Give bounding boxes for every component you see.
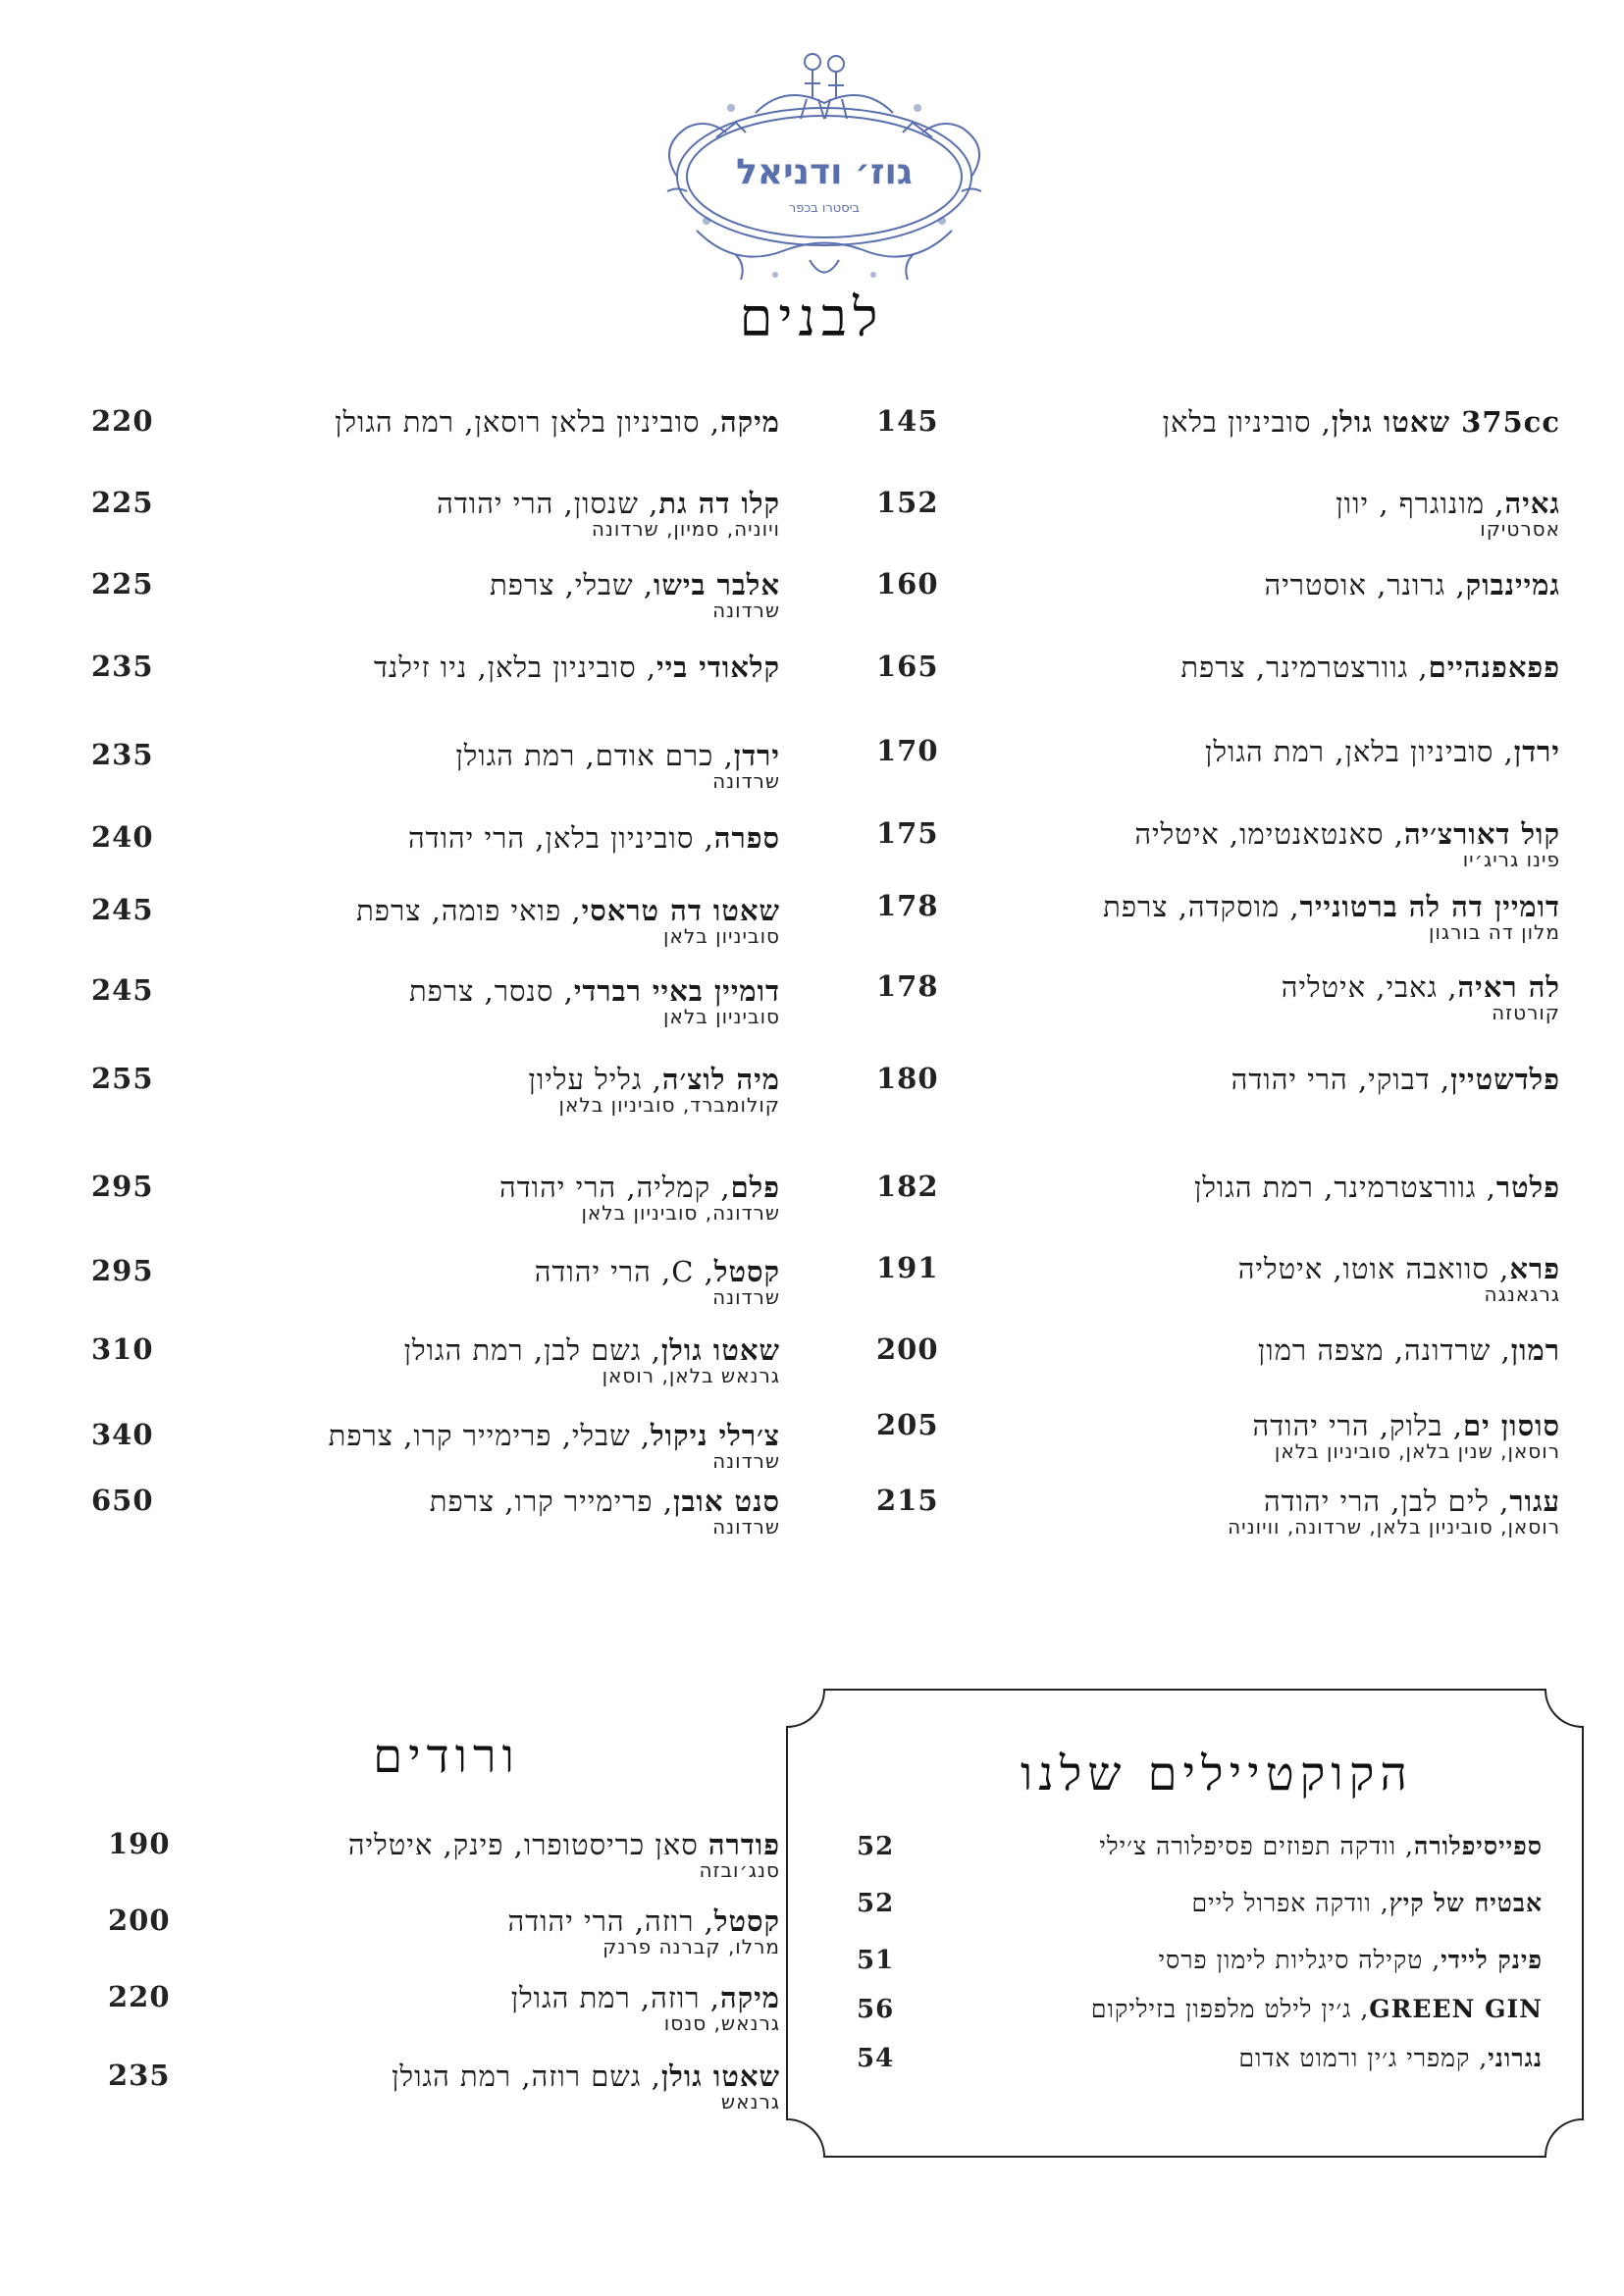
- white-wine-left-name: קלאודי ביי: [656, 651, 780, 684]
- cocktail-price: 51: [857, 1946, 895, 1975]
- white-wine-left-item: [152, 973, 780, 1042]
- cocktails-title: הקוקטיילים שלנו: [1020, 1747, 1413, 1801]
- rose-wine-line: [392, 2059, 780, 2094]
- white-wine-left-name: צ׳רלי ניקול: [651, 1419, 780, 1452]
- restaurant-logo: [638, 44, 1011, 309]
- white-wine-left-price: 310: [91, 1332, 154, 1366]
- white-wine-left-price: 340: [91, 1418, 154, 1451]
- rose-wine-name: קסטל: [713, 1905, 780, 1938]
- white-wine-right-name: גאיה: [1504, 487, 1560, 520]
- white-wine-right-name: ירדן: [1513, 735, 1560, 768]
- cocktail-name: ספייסיפלורה: [1413, 1832, 1543, 1860]
- white-wine-left-details: , פואי פומה, צרפת: [356, 894, 582, 927]
- white-wine-left-line: [499, 1170, 780, 1205]
- cocktail-item: [1191, 1889, 1543, 1918]
- white-wine-right-price: 152: [876, 486, 939, 519]
- white-wine-right-name: דומיין דה לה ברטונייר: [1299, 890, 1560, 923]
- white-wine-left-name: סנט אובן: [673, 1485, 780, 1518]
- white-wine-right-details: , סוביניון בלאן, רמת הגולן: [1205, 735, 1514, 768]
- cocktail-item: [1091, 1995, 1543, 2024]
- cocktail-price: 56: [857, 1995, 895, 2024]
- white-wine-right-item: [952, 1484, 1560, 1552]
- rose-wine-name: פודרה: [707, 1828, 780, 1861]
- white-wine-left-details: , סוביניון בלאן, ניו זילנד: [373, 651, 657, 684]
- white-wine-right-details: , מוסקדה, צרפת: [1103, 890, 1300, 923]
- white-wine-left-line: [374, 650, 780, 685]
- white-wine-right-price: 215: [876, 1484, 939, 1517]
- white-wine-left-line: [430, 1484, 780, 1519]
- white-wine-left-item: [152, 893, 780, 962]
- white-wine-left-name: שאטו גולן: [660, 1333, 780, 1367]
- white-wine-left-details: , שנסון, הרי יהודה: [437, 487, 659, 520]
- white-wine-right-item: [952, 969, 1560, 1038]
- cocktail-ingredients: , וודקה תפוזים פסיפלורה צ׳ילי: [1099, 1832, 1414, 1860]
- white-wine-right-name: גמיינבוק: [1465, 568, 1560, 601]
- white-wine-right-grapes: רוסאן, שנין בלאן, סוביניון בלאן: [1274, 1439, 1560, 1463]
- white-wine-left-name: ירדן: [733, 739, 780, 772]
- rose-wine-price: 220: [108, 1980, 171, 2013]
- white-wine-right-price: 145: [876, 404, 939, 438]
- white-wine-right-name: עגור: [1509, 1485, 1560, 1518]
- white-wine-right-price: 160: [876, 567, 939, 600]
- white-wine-right-price: 191: [876, 1251, 939, 1284]
- white-wine-right-item: [952, 734, 1560, 803]
- white-wine-right-details: , סוואבה אוטו, איטליה: [1237, 1252, 1510, 1285]
- white-wine-right-price: 180: [876, 1062, 939, 1095]
- rose-wine-details: , גשם רוזה, רמת הגולן: [392, 2060, 661, 2093]
- white-wine-right-name: 375cc שאטו גולן: [1331, 405, 1560, 439]
- white-wine-left-item: [152, 820, 780, 889]
- white-wine-left-price: 220: [91, 404, 154, 438]
- white-wine-left-item: [152, 650, 780, 718]
- white-wine-right-line: [1282, 969, 1560, 1005]
- cocktail-item: [1238, 2044, 1543, 2073]
- roses-title: ורודים: [373, 1729, 520, 1784]
- white-wine-right-name: פלדשטיין: [1450, 1063, 1560, 1096]
- white-wine-right-item: [952, 650, 1560, 718]
- whites-title: לבנים: [739, 287, 884, 348]
- white-wine-right-line: [1180, 650, 1560, 685]
- white-wine-right-details: , לים לבן, הרי יהודה: [1263, 1485, 1510, 1518]
- white-wine-right-grapes: קורטזה: [1492, 1001, 1560, 1024]
- white-wine-right-details: , דבוקי, הרי יהודה: [1231, 1063, 1451, 1096]
- white-wine-right-line: [1231, 1062, 1560, 1097]
- rose-wine-name: שאטו גולן: [660, 2060, 780, 2093]
- white-wine-left-item: [152, 1484, 780, 1552]
- logo-subtitle: ביסטרו בכפר: [788, 201, 861, 216]
- white-wine-right-price: 205: [876, 1408, 939, 1441]
- white-wine-left-item: [152, 404, 780, 473]
- white-wine-left-line: [404, 1332, 780, 1368]
- white-wine-right-line: [1336, 486, 1560, 521]
- white-wine-left-name: מיקה: [720, 405, 780, 439]
- rose-wine-price: 235: [108, 2059, 171, 2092]
- rose-wine-grapes: מרלו, קברנה פרנק: [602, 1935, 780, 1958]
- white-wine-right-price: 178: [876, 969, 939, 1003]
- white-wine-left-name: קסטל: [713, 1255, 780, 1288]
- white-wine-left-details: , קמליה, הרי יהודה: [499, 1171, 731, 1204]
- white-wine-left-item: [152, 1254, 780, 1323]
- rose-wine-price: 200: [108, 1904, 171, 1937]
- white-wine-right-details: , שרדונה, מצפה רמון: [1257, 1333, 1511, 1367]
- white-wine-right-grapes: רוסאן, סוביניון בלאן, שרדונה, וויוניה: [1228, 1515, 1560, 1539]
- rose-wine-line: [348, 1827, 780, 1862]
- white-wine-left-line: [335, 404, 780, 440]
- white-wine-right-price: 178: [876, 889, 939, 922]
- white-wine-right-item: [952, 1408, 1560, 1477]
- white-wine-left-price: 245: [91, 973, 154, 1007]
- white-wine-left-grapes: שרדונה: [712, 1285, 780, 1309]
- white-wine-right-line: [1265, 567, 1560, 602]
- white-wine-left-line: [529, 1062, 781, 1097]
- white-wine-right-line: [1258, 1332, 1560, 1368]
- white-wine-left-details: , סוביניון בלאן רוסאן, רמת הגולן: [335, 405, 720, 439]
- white-wine-left-line: [437, 486, 780, 521]
- cocktail-ingredients: , ג׳ין לילט מלפפון בזיליקום: [1090, 1995, 1370, 2023]
- rose-wine-grapes: גרנאש: [720, 2090, 780, 2113]
- white-wine-left-details: , סנסר, צרפת: [408, 974, 574, 1008]
- rose-wine-item: [152, 1827, 780, 1896]
- white-wine-left-price: 245: [91, 893, 154, 926]
- white-wine-right-line: [1103, 889, 1560, 924]
- white-wine-left-item: [152, 486, 780, 554]
- white-wine-right-grapes: אסרטיקו: [1480, 517, 1560, 541]
- white-wine-left-name: קלו דה גת: [658, 487, 780, 520]
- rose-wine-item: [152, 1904, 780, 1972]
- white-wine-left-price: 240: [91, 820, 154, 854]
- white-wine-left-details: , שבלי, פרימייר קרו, צרפת: [328, 1419, 652, 1452]
- white-wine-right-line: [1253, 1408, 1560, 1443]
- rose-wine-details: , רוזה, הרי יהודה: [507, 1905, 714, 1938]
- white-wine-left-grapes: גרנאש בלאן, רוסאן: [602, 1364, 780, 1387]
- cocktail-price: 52: [857, 1832, 895, 1861]
- white-wine-left-name: דומיין באיי רברדי: [573, 974, 780, 1008]
- white-wine-right-name: פרא: [1509, 1252, 1560, 1285]
- rose-wine-line: [508, 1904, 781, 1939]
- white-wine-right-item: [952, 1251, 1560, 1320]
- white-wine-right-grapes: גרגאנגה: [1484, 1282, 1560, 1306]
- white-wine-left-name: ספרה: [713, 821, 780, 855]
- white-wine-left-item: [152, 567, 780, 636]
- cocktail-price: 54: [857, 2044, 895, 2073]
- white-wine-left-line: [409, 973, 780, 1009]
- white-wine-right-name: פפאפנהיים: [1428, 651, 1560, 684]
- white-wine-left-grapes: שרדונה, סוביניון בלאן: [581, 1201, 780, 1225]
- white-wine-left-details: , גליל עליון: [528, 1063, 662, 1096]
- white-wine-left-details: , כרם אודם, רמת הגולן: [455, 739, 734, 772]
- white-wine-left-item: [152, 1332, 780, 1401]
- white-wine-left-price: 225: [91, 567, 154, 600]
- white-wine-right-item: [952, 889, 1560, 958]
- white-wine-left-grapes: קולומברד, סוביניון בלאן: [558, 1093, 780, 1117]
- cocktail-name: פינק ליידי: [1441, 1946, 1543, 1974]
- white-wine-right-details: , גוורצטרמינר, צרפת: [1180, 651, 1429, 684]
- cocktail-name: נגרוני: [1488, 2044, 1543, 2072]
- white-wine-left-price: 225: [91, 486, 154, 519]
- cocktail-price: 52: [857, 1889, 895, 1918]
- white-wine-right-line: [1264, 1484, 1560, 1519]
- white-wine-right-price: 200: [876, 1332, 939, 1366]
- white-wine-right-price: 165: [876, 650, 939, 683]
- rose-wine-grapes: סנג׳ובזה: [699, 1858, 780, 1882]
- rose-wine-name: מיקה: [720, 1981, 780, 2014]
- white-wine-right-line: [1238, 1251, 1560, 1286]
- white-wine-left-name: שאטו דה טראסי: [581, 894, 780, 927]
- logo-name: גוז׳ ודניאל: [736, 152, 913, 192]
- white-wine-left-item: [152, 1062, 780, 1130]
- white-wine-left-line: [535, 1254, 780, 1289]
- white-wine-right-details: , גאבי, איטליה: [1281, 970, 1458, 1004]
- white-wine-right-item: [952, 567, 1560, 636]
- white-wine-right-grapes: פינו גריג׳יו: [1462, 848, 1560, 871]
- white-wine-right-price: 182: [876, 1170, 939, 1203]
- white-wine-right-name: לה ראיה: [1457, 970, 1560, 1004]
- white-wine-left-name: מיה לוצ׳ה: [661, 1063, 780, 1096]
- white-wine-left-price: 650: [91, 1484, 154, 1517]
- white-wine-right-name: רמון: [1510, 1333, 1560, 1367]
- white-wine-left-price: 255: [91, 1062, 154, 1095]
- rose-wine-price: 190: [108, 1827, 171, 1860]
- white-wine-left-line: [408, 820, 780, 856]
- rose-wine-details: , רוזה, רמת הגולן: [510, 1981, 720, 2014]
- cocktail-name: אבטיח של קיץ: [1388, 1889, 1543, 1917]
- white-wine-right-item: [952, 1062, 1560, 1130]
- white-wine-right-line: [1194, 1170, 1560, 1205]
- white-wine-left-line: [329, 1418, 780, 1453]
- white-wine-right-grapes: מלון דה בורגון: [1429, 920, 1560, 944]
- cocktail-item: [1158, 1946, 1543, 1975]
- cocktail-ingredients: , טקילה סיגליות לימון פרסי: [1158, 1946, 1441, 1974]
- white-wine-right-price: 175: [876, 816, 939, 850]
- white-wine-left-grapes: שרדונה: [712, 1449, 780, 1473]
- white-wine-left-grapes: סוביניון בלאן: [663, 924, 780, 948]
- white-wine-left-details: , פרימייר קרו, צרפת: [429, 1485, 674, 1518]
- white-wine-left-item: [152, 1170, 780, 1238]
- white-wine-left-grapes: סוביניון בלאן: [663, 1005, 780, 1028]
- white-wine-right-line: [1134, 816, 1560, 852]
- cocktail-item: [1099, 1832, 1543, 1861]
- white-wine-left-details: , C, הרי יהודה: [534, 1255, 714, 1288]
- white-wine-right-details: , סאנטאנטימו, איטליה: [1134, 817, 1404, 851]
- white-wine-left-line: [455, 738, 780, 773]
- white-wine-right-name: קול דאורצ׳יה: [1403, 817, 1560, 851]
- white-wine-right-item: [952, 486, 1560, 554]
- cocktail-name: GREEN GIN: [1369, 1995, 1543, 2023]
- white-wine-left-name: פלם: [730, 1171, 780, 1204]
- rose-wine-item: [152, 2059, 780, 2127]
- white-wine-right-details: , גוורצטרמינר, רמת הגולן: [1193, 1171, 1496, 1204]
- white-wine-left-price: 235: [91, 738, 154, 771]
- rose-wine-item: [152, 1980, 780, 2049]
- white-wine-left-item: [152, 738, 780, 807]
- white-wine-right-details: , מונוגרף , יוון: [1336, 487, 1505, 520]
- white-wine-left-details: , סוביניון בלאן, הרי יהודה: [407, 821, 714, 855]
- white-wine-right-details: , סוביניון בלאן: [1162, 405, 1332, 439]
- white-wine-left-grapes: שרדונה: [712, 1515, 780, 1539]
- white-wine-right-line: [1163, 404, 1560, 440]
- cocktail-ingredients: , קמפרי ג׳ין ורמוט אדום: [1238, 2044, 1489, 2072]
- rose-wine-grapes: גרנאש, סנסו: [663, 2011, 780, 2035]
- cocktail-ingredients: , וודקה אפרול ליים: [1191, 1889, 1389, 1917]
- white-wine-right-item: [952, 816, 1560, 885]
- white-wine-right-line: [1205, 734, 1560, 769]
- white-wine-right-details: , בלוק, הרי יהודה: [1252, 1409, 1463, 1442]
- white-wine-left-line: [356, 893, 780, 928]
- white-wine-right-item: [952, 1170, 1560, 1238]
- white-wine-right-name: סוסון ים: [1462, 1409, 1560, 1442]
- white-wine-left-details: , שבלי, צרפת: [490, 568, 654, 601]
- rose-wine-details: סאן כריסטופרו, פינק, איטליה: [347, 1828, 708, 1861]
- white-wine-right-item: [952, 1332, 1560, 1401]
- white-wine-left-name: אלבר בישו: [653, 568, 780, 601]
- white-wine-right-details: , גרונר, אוסטריה: [1264, 568, 1466, 601]
- white-wine-right-name: פלטר: [1495, 1171, 1560, 1204]
- white-wine-left-grapes: שרדונה: [712, 769, 780, 793]
- white-wine-left-details: , גשם לבן, רמת הגולן: [403, 1333, 661, 1367]
- white-wine-right-price: 170: [876, 734, 939, 767]
- rose-wine-line: [511, 1980, 780, 2015]
- white-wine-left-grapes: שרדונה: [712, 599, 780, 622]
- white-wine-left-price: 295: [91, 1170, 154, 1203]
- white-wine-left-grapes: ויוניה, סמיון, שרדונה: [591, 517, 780, 541]
- white-wine-left-price: 235: [91, 650, 154, 683]
- white-wine-left-price: 295: [91, 1254, 154, 1287]
- white-wine-left-item: [152, 1418, 780, 1487]
- white-wine-right-item: [952, 404, 1560, 473]
- white-wine-left-line: [490, 567, 780, 602]
